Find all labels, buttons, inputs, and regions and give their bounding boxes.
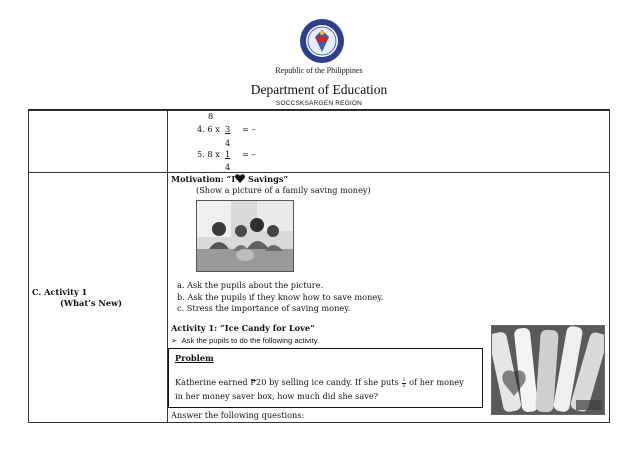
ice-candy-illustration [492, 326, 604, 414]
table-border-top [28, 110, 610, 111]
question-b: b. Ask the pupils if they know how to save money. [177, 292, 384, 302]
motivation-title-a: Motivation: “I [171, 174, 236, 184]
item5-equals: = – [242, 149, 256, 159]
question-a: a. Ask the pupils about the picture. [177, 280, 324, 290]
answer-prompt: Answer the following questions: [171, 410, 305, 420]
item5-denominator: 4 [225, 162, 231, 172]
fraction-denominator: 5 [402, 382, 406, 389]
activity-cell-title: C. Activity 1 [32, 287, 88, 297]
department-title: Department of Education [250, 82, 388, 97]
heart-icon [235, 174, 245, 183]
table-border-bottom [28, 422, 610, 423]
arrow-bullet-icon: ➢ [171, 336, 178, 345]
problem-text-line1 [175, 377, 464, 389]
problem-text-a: Katherine earned ₱20 by selling ice candy. If she puts [175, 377, 399, 387]
motivation-instruction: (Show a picture of a family saving money) [196, 185, 371, 195]
motivation-title-b: Savings” [245, 174, 289, 184]
region-label: SOCCSKSARGEN REGION [275, 100, 363, 107]
family-saving-illustration [197, 201, 293, 271]
activity-bullet-text: Ask the pupils to do the following activity. [181, 336, 320, 345]
activity-bullet [171, 336, 319, 345]
question-c: c. Stress the importance of saving money. [177, 303, 351, 313]
problem-fraction [402, 378, 405, 389]
item4-prefix: 4. 6 x [197, 124, 220, 134]
table-border-right [609, 110, 610, 423]
activity-title: Activity 1: “Ice Candy for Love” [171, 323, 315, 333]
activity-cell-subtitle: (What’s New) [60, 298, 123, 308]
item4-numerator: 3 [225, 124, 231, 134]
problem-label: Problem [175, 353, 214, 363]
problem-text-b: of her money [409, 377, 464, 387]
deped-seal-logo [299, 18, 345, 64]
table-border-left [28, 110, 29, 423]
fraction-numerator: 1 [402, 376, 406, 383]
item4-equals: = – [242, 124, 256, 134]
family-saving-photo [196, 200, 294, 272]
republic-label: Republic of the Philippines [275, 66, 363, 75]
ice-candy-photo [491, 325, 605, 415]
item5-numerator: 1 [225, 149, 231, 159]
item5-prefix: 5. 8 x [197, 149, 220, 159]
motivation-title [171, 174, 288, 184]
problem-text-line2: in her money saver box, how much did she save? [175, 391, 379, 401]
table-row-divider [28, 172, 610, 173]
prev-denominator: 8 [208, 111, 214, 121]
item4-denominator: 4 [225, 138, 231, 148]
